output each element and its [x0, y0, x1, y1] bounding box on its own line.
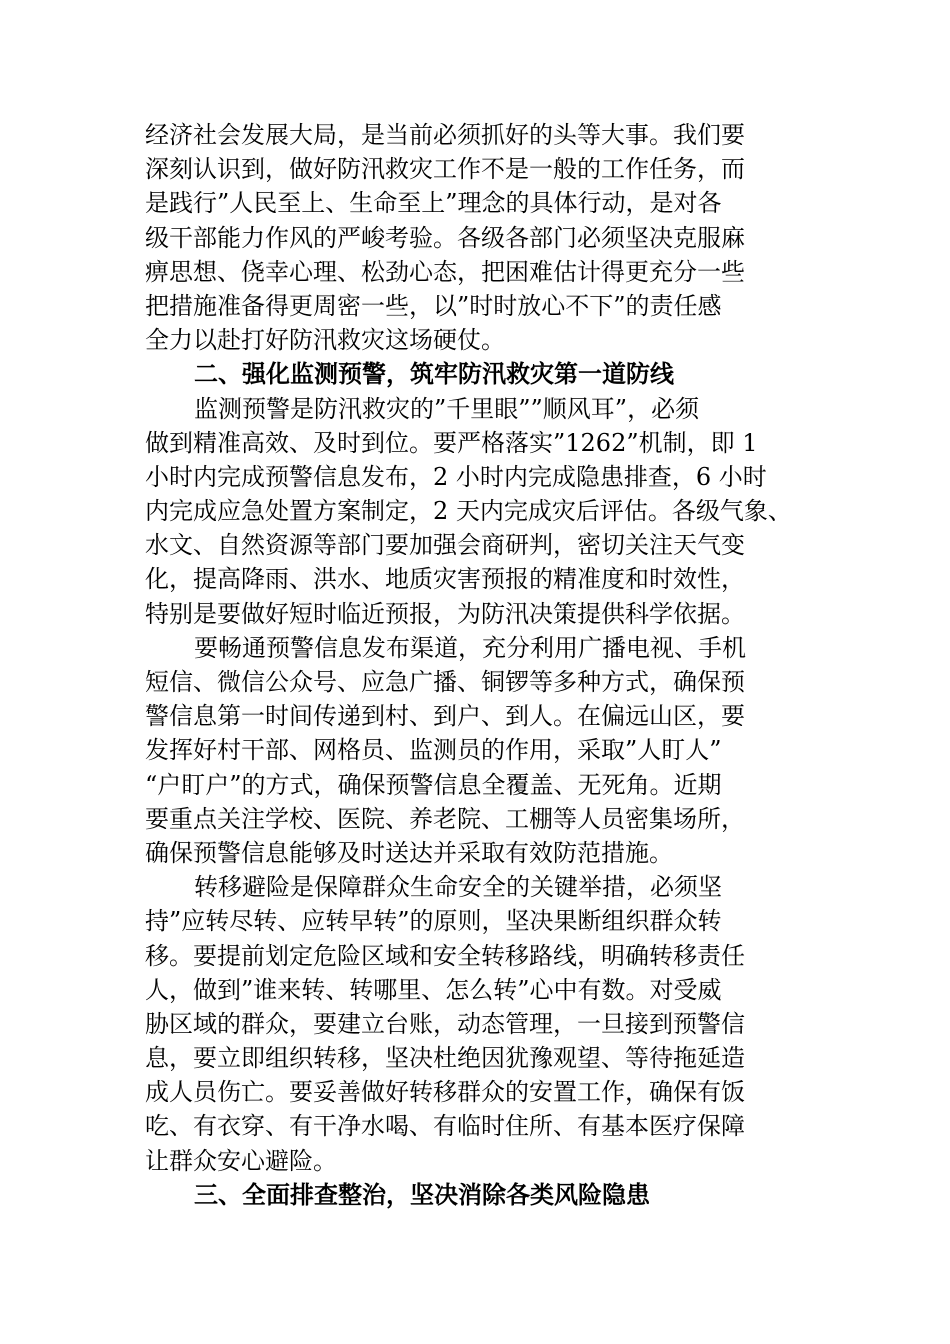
text-line: 转移避险是保障群众生命安全的关键举措，必须坚 [194, 873, 722, 902]
text-line: 要重点关注学校、医院、养老院、工棚等人员密集场所， [145, 804, 745, 833]
section-heading: 二、强化监测预警，筑牢防汛救灾第一道防线 [194, 359, 674, 389]
text-line: 人，做到”谁来转、转哪里、怎么转”心中有数。对受威 [145, 975, 722, 1004]
text-line: 深刻认识到，做好防汛救灾工作不是一般的工作任务，而 [145, 155, 745, 184]
text-line: 警信息第一时间传递到村、到户、到人。在偏远山区，要 [145, 702, 745, 731]
text-line: 发挥好村干部、网格员、监测员的作用，采取”人盯人” [145, 736, 722, 765]
text-line: 经济社会发展大局，是当前必须抓好的头等大事。我们要 [145, 121, 745, 149]
text-line: 水文、自然资源等部门要加强会商研判，密切关注天气变 [145, 531, 745, 560]
text-line: 全力以赴打好防汛救灾这场硬仗。 [145, 326, 505, 355]
text-line: “户盯户”的方式，确保预警信息全覆盖、无死角。近期 [145, 770, 722, 799]
text-line: 特别是要做好短时临近预报，为防汛决策提供科学依据。 [145, 599, 745, 628]
text-line: 是践行”人民至上、生命至上”理念的具体行动，是对各 [145, 189, 722, 218]
text-line: 内完成应急处置方案制定，2 天内完成灾后评估。各级气象、 [145, 497, 792, 526]
section-heading: 三、全面排查整治，坚决消除各类风险隐患 [194, 1179, 650, 1209]
text-line: 小时内完成预警信息发布，2 小时内完成隐患排查，6 小时 [145, 462, 767, 491]
text-line: 要畅通预警信息发布渠道，充分利用广播电视、手机 [194, 633, 746, 662]
text-line: 痹思想、侥幸心理、松劲心态，把困难估计得更充分一些 [145, 257, 745, 286]
text-line: 吃、有衣穿、有干净水喝、有临时住所、有基本医疗保障 [145, 1112, 745, 1141]
text-line: 移。要提前划定危险区域和安全转移路线，明确转移责任 [145, 941, 745, 970]
text-line: 持”应转尽转、应转早转”的原则，坚决果断组织群众转 [145, 907, 722, 936]
text-line: 化，提高降雨、洪水、地质灾害预报的精准度和时效性， [145, 565, 745, 594]
text-line: 让群众安心避险。 [145, 1146, 337, 1175]
text-line: 确保预警信息能够及时送达并采取有效防范措施。 [145, 838, 673, 867]
text-line: 级干部能力作风的严峻考验。各级各部门必须坚决克服麻 [145, 223, 745, 252]
text-line: 做到精准高效、及时到位。要严格落实”1262”机制，即 1 [145, 428, 758, 457]
text-line: 短信、微信公众号、应急广播、铜锣等多种方式，确保预 [145, 668, 745, 696]
document-body [145, 118, 815, 1212]
text-line: 息，要立即组织转移，坚决杜绝因犹豫观望、等待拖延造 [145, 1044, 745, 1073]
text-line: 成人员伤亡。要妥善做好转移群众的安置工作，确保有饭 [145, 1078, 745, 1107]
text-line: 监测预警是防汛救灾的”千里眼””顺风耳”，必须 [194, 394, 700, 423]
text-line: 把措施准备得更周密一些，以”时时放心不下”的责任感 [145, 291, 722, 320]
text-line: 胁区域的群众，要建立台账，动态管理，一旦接到预警信 [145, 1009, 745, 1038]
